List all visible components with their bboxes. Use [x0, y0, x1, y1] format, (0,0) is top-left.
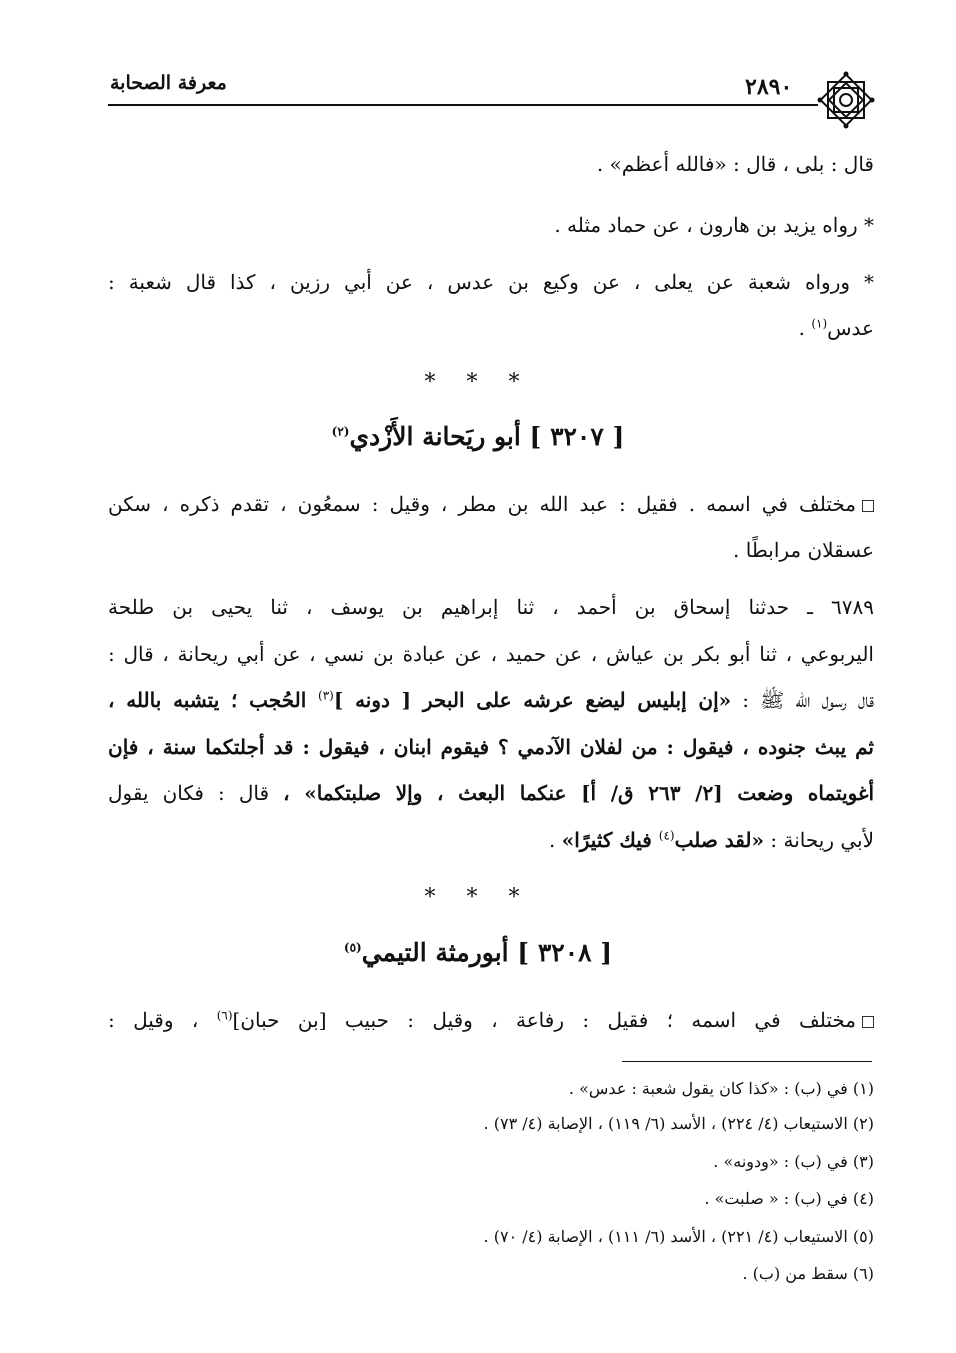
footnote: (٣) في (ب) : «ودونه» . [713, 1152, 874, 1171]
text-line [108, 826, 874, 854]
hadith-text: أغويتماه وضعت [٢/ ٢٦٣ ق/ أ] عنكما البعث ، وإلا صلبتكما» ، [283, 781, 874, 805]
text-line: قال : بلى ، قال : «فالله أعظم» . [596, 152, 874, 176]
text-line [108, 686, 874, 714]
text-line: * رواه يزيد بن هارون ، عن حماد مثله . [554, 213, 874, 237]
square-bullet-icon [862, 1016, 874, 1028]
footnote-ref: (٥) [343, 940, 362, 955]
footnote-ref: (٤) [658, 828, 675, 843]
square-bullet-icon [862, 500, 874, 512]
octagram-ornament-icon [814, 68, 878, 132]
footnote: (٦) سقط من (ب) . [742, 1264, 874, 1283]
hadith-text: الحُجب ؛ يتشبه بالله ، [108, 688, 319, 712]
text-span: . [548, 828, 562, 852]
text-span: مختلف في اسمه ؛ فقيل : رفاعة ، وقيل : حبيب [بن حبان] [232, 1008, 856, 1032]
hadith-text: «إن إبليس ليضع عرشه على البحر [ دونه ] [333, 688, 732, 712]
text-span: لأبي ريحانة : [764, 828, 874, 852]
footnote-ref: (١) [811, 316, 828, 331]
entry-heading [0, 938, 956, 967]
footnote-ref: (٣) [318, 688, 334, 703]
text-span: قال رسول الله ﷺ : [731, 688, 874, 712]
text-line [108, 490, 874, 518]
heading-text: [ ٣٢٠٨ ] أبورمثة التيمي [361, 938, 613, 967]
footnote: (٤) في (ب) : « صلبت» . [704, 1189, 874, 1208]
footnote-divider [622, 1061, 872, 1062]
footnote: (٥) الاستيعاب (٤/ ٢٢١) ، الأسد (٦/ ١١١) ، الإصابة (٤/ ٧٠) . [483, 1227, 874, 1246]
footnote: (١) في (ب) : «كذا كان يقول شعبة : عدس» . [568, 1079, 874, 1098]
footnote: (٢) الاستيعاب (٤/ ٢٢٤) ، الأسد (٦/ ١١٩) ، الإصابة (٤/ ٧٣) . [483, 1114, 874, 1133]
text-line [108, 1006, 874, 1034]
text-line: عسقلان مرابطًا . [733, 538, 874, 562]
text-span: مختلف في اسمه . فقيل : عبد الله بن مطر ، وقيل : سمعُون ، تقدم ذكره ، سكن [108, 492, 856, 516]
hadith-text: ثم يبث جنوده ، فيقول : من لفلان الآدمي ؟ فيقوم ابنان ، فيقول : قد أجلتكما سنة ، فإن [108, 735, 874, 759]
page-number: ٢٨٩٠ [745, 74, 793, 100]
running-title: معرفة الصحابة [110, 72, 227, 94]
header-divider [108, 104, 818, 106]
hadith-text: «لقد صلب [674, 828, 765, 852]
footnote-ref: (٦) [216, 1008, 233, 1023]
text-line: اليربوعي ، ثنا أبو بكر بن عياش ، عن حميد ، عن عبادة بن نسي ، عن أبي ريحانة ، قال : [108, 642, 874, 666]
text-span: قال : فكان يقول [108, 781, 284, 805]
footnote-ref: (٢) [331, 424, 350, 439]
section-separator: * * * [424, 885, 532, 910]
text-line [108, 779, 874, 807]
text-span: ، وقيل : [108, 1008, 217, 1032]
heading-text: [ ٣٢٠٧ ] أبو ريَحانة الأَزْدي [349, 422, 625, 451]
text-span: عدس [827, 316, 874, 340]
text-line: * ورواه شعبة عن يعلى ، عن وكيع بن عدس ، عن أبي رزين ، كذا قال شعبة : [108, 270, 874, 294]
hadith-text: فيك كثيرًا» [561, 828, 659, 852]
text-line: ٦٧٨٩ ـ حدثنا إسحاق بن أحمد ، ثنا إبراهيم بن يوسف ، ثنا يحيى بن طلحة [108, 595, 874, 619]
section-separator: * * * [424, 370, 532, 395]
entry-heading [0, 422, 956, 451]
text-span: . [798, 316, 812, 340]
text-line [108, 314, 874, 342]
